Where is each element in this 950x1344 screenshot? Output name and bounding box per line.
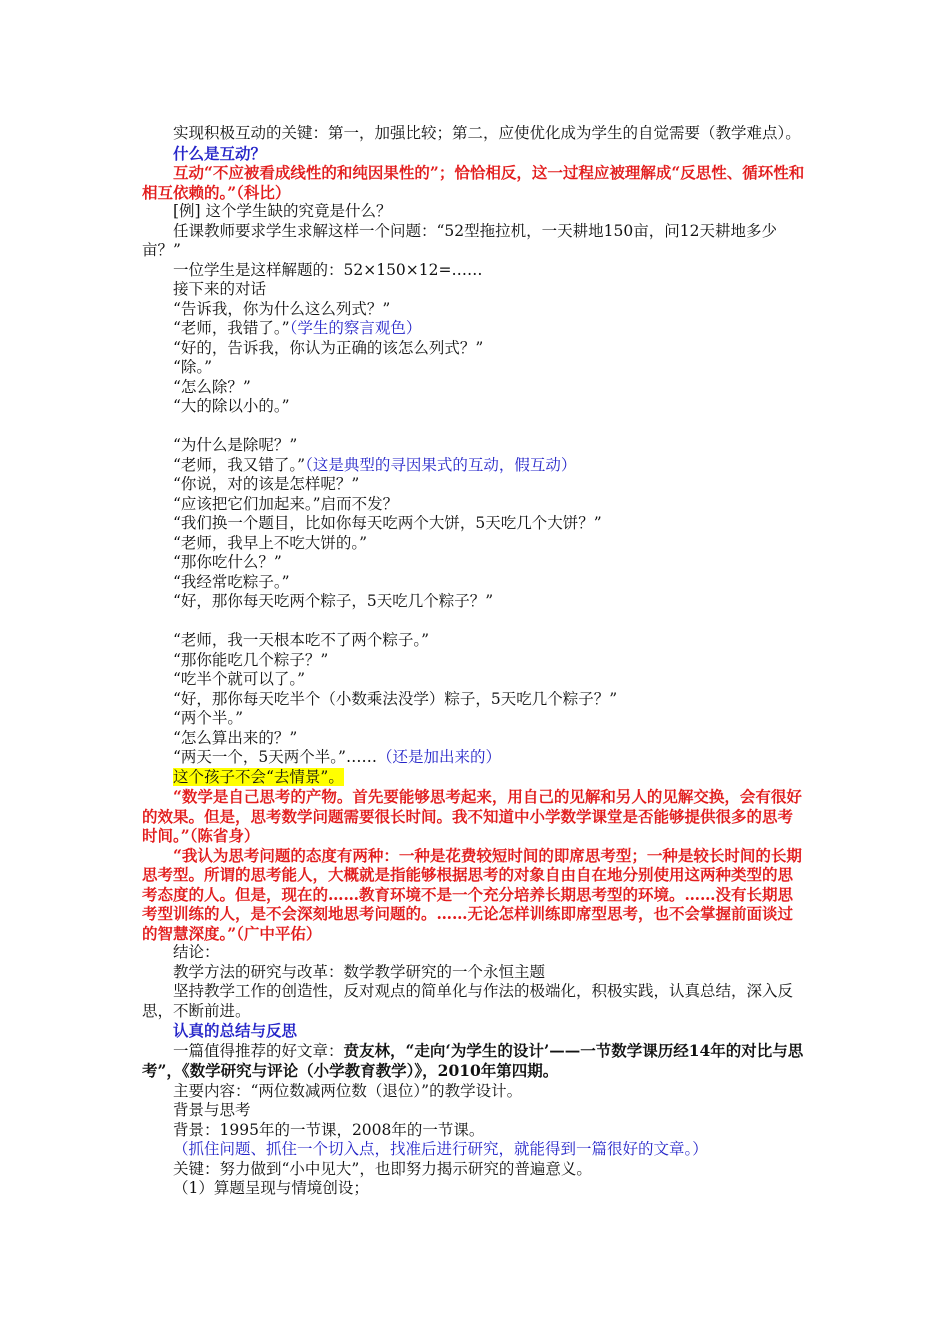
- dialogue-line: “告诉我，你为什么这么列式？”: [173, 299, 391, 318]
- recommended-article: [142, 1041, 808, 1082]
- quote-kobi: 互动“不应被看成线性的和纯因果性的”；恰恰相反，这一过程应被理解成“反思性、循环性和相互依赖的。”（科比）: [142, 163, 805, 202]
- student-solution: 一位学生是这样解题的：52×150×12=……: [173, 260, 483, 279]
- background-heading: 背景与思考: [173, 1101, 251, 1119]
- dialogue-line: “应该把它们加起来。”启而不发？: [173, 494, 399, 513]
- example-problem: 任课教师要求学生求解这样一个问题：“52型拖拉机，一天耕地150亩，问12天耕地多少亩？”: [142, 221, 777, 259]
- heading-what-is-interaction: 什么是互动？: [173, 143, 267, 163]
- recommended-intro: 一篇值得推荐的好文章：: [173, 1041, 344, 1060]
- dialogue-line: “两个半。”: [173, 709, 244, 727]
- heading-summary-reflection: 认真的总结与反思: [173, 1021, 298, 1040]
- research-tip: （抓住问题、抓住一个切入点，找准后进行研究，就能得到一篇很好的文章。）: [173, 1140, 708, 1158]
- article-citation: 贲友林，“走向‘为学生的设计’——一节数学课历经14年的对比与思考”，《数学研究与评论（小学教育教学）》，2010年第四期。: [142, 1040, 804, 1080]
- quote-hironaka: “我认为思考问题的态度有两种：一种是花费较短时间的即席思考型；一种是较长时间的长期思考型。所谓的思考能人，大概就是指能够根据思考的对象自由自在地分别使用这两种类型的思考态度的人。但是，现在的……教育环境不是一个充分培养长期思考型的环境。……没有长期思考型训练的人，是不会深刻地思考问题的。……无论怎样训练即席型思考，也不会掌握前面谈过的智慧深度。”（广中平佑）: [142, 845, 802, 943]
- dialogue-line: “为什么是除呢？”: [173, 436, 298, 454]
- dialogue-line: “我们换一个题目，比如你每天吃两个大饼，5天吃几个大饼？”: [173, 514, 602, 532]
- conclusion-principle: 坚持教学工作的创造性，反对观点的简单化与作法的极端化，积极实践，认真总结，深入反思，不断前进。: [142, 982, 794, 1020]
- blank-line: [142, 417, 808, 437]
- dialogue-line: “那你吃什么？”: [173, 553, 282, 571]
- dialogue-line: “除。”: [173, 358, 213, 376]
- dialogue-line: “那你能吃几个粽子？”: [173, 650, 329, 669]
- dialogue-intro: 接下来的对话: [173, 280, 267, 298]
- dialogue-line: “大的除以小的。”: [173, 397, 290, 415]
- list-item-1: （1）算题呈现与情境创设；: [173, 1179, 369, 1197]
- dialogue-line: [142, 748, 808, 768]
- dialogue-line: [142, 456, 808, 476]
- document-page: [142, 124, 808, 1199]
- dialogue-line: “我经常吃粽子。”: [173, 572, 290, 591]
- dialogue-line: “好，那你每天吃半个（小数乘法没学）粽子，5天吃几个粽子？”: [173, 689, 618, 708]
- dialogue-annotation: （还是加出来的）: [376, 748, 501, 766]
- dialogue-line: “老师，我早上不吃大饼的。”: [173, 533, 368, 552]
- blank-line: [142, 612, 808, 632]
- dialogue-text: “两天一个，5天两个半。”……: [173, 748, 377, 766]
- conclusion-label: 结论：: [173, 943, 220, 961]
- highlighted-conclusion: [142, 768, 808, 788]
- dialogue-text: “老师，我又错了。”: [173, 455, 306, 474]
- dialogue-line: [142, 319, 808, 339]
- key-point: 关键：努力做到“小中见大”，也即努力揭示研究的普遍意义。: [173, 1159, 592, 1178]
- dialogue-text: “老师，我错了。”: [173, 319, 290, 337]
- dialogue-line: “好的，告诉我，你认为正确的该怎么列式？”: [173, 338, 484, 357]
- dialogue-annotation: （这是典型的寻因果式的互动，假互动）: [305, 455, 577, 474]
- dialogue-line: “你说，对的该是怎样呢？”: [173, 475, 360, 493]
- dialogue-line: “怎么除？”: [173, 377, 251, 396]
- conclusion-theme: 教学方法的研究与改革：数学教学研究的一个永恒主题: [173, 962, 546, 981]
- quote-chen-shengshen: “数学是自己思考的产物。首先要能够思考起来，用自己的见解和另人的见解交换，会有很好的效果。但是，思考数学问题需要很长时间。我不知道中小学数学课堂是否能够提供很多的思考时间。”（陈省身）: [142, 787, 802, 845]
- dialogue-line: “怎么算出来的？”: [173, 728, 298, 747]
- background-detail: 背景：1995年的一节课，2008年的一节课。: [173, 1120, 485, 1139]
- dialogue-line: “好，那你每天吃两个粽子，5天吃几个粽子？”: [173, 592, 494, 610]
- paragraph-key-to-interaction: 实现积极互动的关键：第一，加强比较；第二，应使优化成为学生的自觉需要（教学难点）。: [173, 124, 801, 142]
- dialogue-line: “吃半个就可以了。”: [173, 670, 306, 688]
- main-content: 主要内容：“两位数减两位数（退位）”的教学设计。: [173, 1081, 523, 1100]
- highlighted-text: 这个孩子不会“去情景”。: [173, 767, 344, 786]
- example-heading: [例] 这个学生缺的究竟是什么？: [173, 202, 392, 220]
- dialogue-line: “老师，我一天根本吃不了两个粽子。”: [173, 631, 430, 649]
- dialogue-annotation: （学生的察言观色）: [289, 319, 422, 337]
